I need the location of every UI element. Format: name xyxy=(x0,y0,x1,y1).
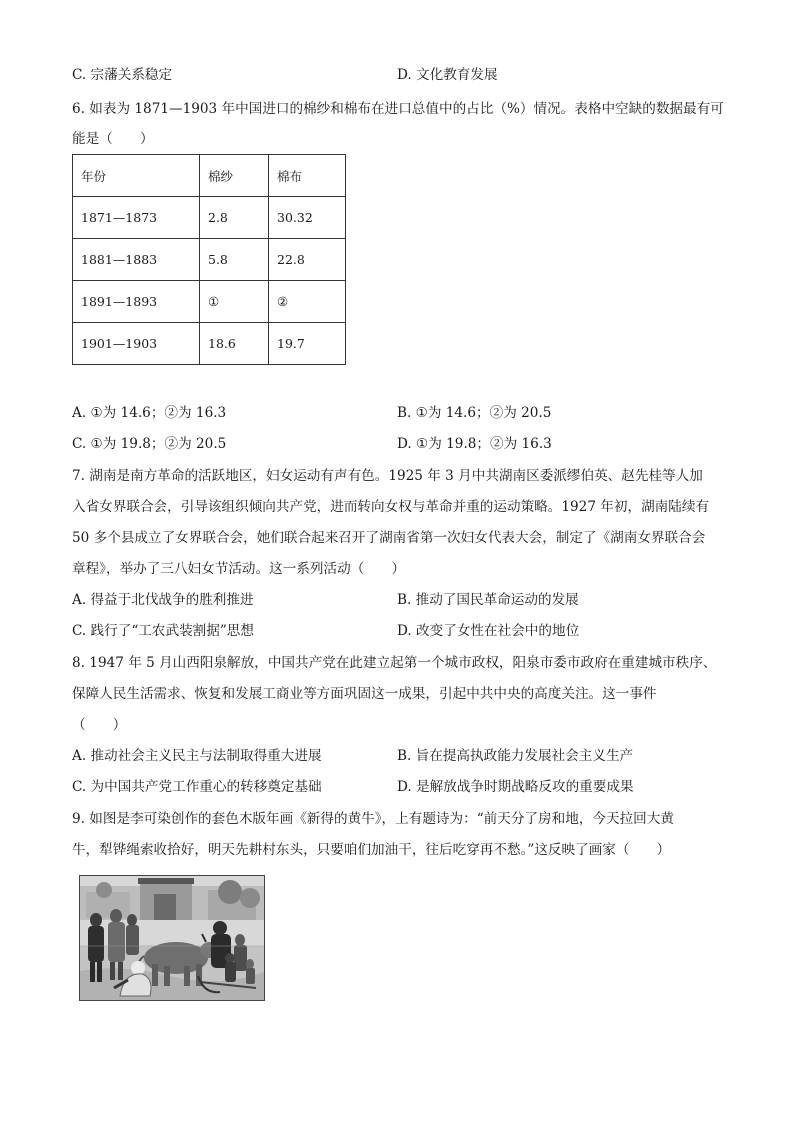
q7-option-d: D. 改变了女性在社会中的地位 xyxy=(397,623,580,639)
table-header-cell: 棉布 xyxy=(269,155,346,197)
table-row xyxy=(73,281,346,323)
table-cell: 18.6 xyxy=(200,323,269,365)
q8-option-d: D. 是解放战争时期战略反攻的重要成果 xyxy=(397,779,634,795)
q6-data-table xyxy=(72,154,346,365)
q9-stem-line-1: 9. 如图是李可染创作的套色木版年画《新得的黄牛》，上有题诗为：“前天分了房和地，今天拉回大黄 xyxy=(72,811,674,827)
q7-stem-line-2: 入省女界联合会，引导该组织倾向共产党，进而转向女权与革命并重的运动策略。1927 年初，湖南陆续有 xyxy=(72,499,710,515)
q7-stem-line-1: 7. 湖南是南方革命的活跃地区，妇女运动有声有色。1925 年 3 月中共湖南区委派缪伯英、赵先桂等人加 xyxy=(72,468,703,484)
q7-option-b: B. 推动了国民革命运动的发展 xyxy=(397,592,579,608)
table-cell: ① xyxy=(200,281,269,323)
table-cell: 30.32 xyxy=(269,197,346,239)
q5-option-d: D. 文化教育发展 xyxy=(397,67,498,83)
woodblock-painting-image xyxy=(79,875,265,1001)
table-cell: 1891—1893 xyxy=(73,281,200,323)
table-cell: 22.8 xyxy=(269,239,346,281)
q7-stem-line-3: 50 多个县成立了女界联合会，她们联合起来召开了湖南省第一次妇女代表大会，制定了《湖南女界联合会 xyxy=(72,530,706,546)
table-cell: 5.8 xyxy=(200,239,269,281)
table-cell: 2.8 xyxy=(200,197,269,239)
table-row xyxy=(73,323,346,365)
q6-option-c: C. ①为 19.8；②为 20.5 xyxy=(72,436,227,452)
table-cell: 1871—1873 xyxy=(73,197,200,239)
q8-option-b: B. 旨在提高执政能力发展社会主义生产 xyxy=(397,748,634,764)
table-header-cell: 年份 xyxy=(73,155,200,197)
q6-stem-line-2: 能是（ ） xyxy=(72,131,154,147)
table-cell: 19.7 xyxy=(269,323,346,365)
table-cell: ② xyxy=(269,281,346,323)
table-header-cell: 棉纱 xyxy=(200,155,269,197)
q6-stem-line-1: 6. 如表为 1871—1903 年中国进口的棉纱和棉布在进口总值中的占比（%）情况。表格中空缺的数据最有可 xyxy=(72,101,724,117)
table-cell: 1881—1883 xyxy=(73,239,200,281)
q8-option-c: C. 为中国共产党工作重心的转移奠定基础 xyxy=(72,779,322,795)
q5-option-c: C. 宗藩关系稳定 xyxy=(72,67,173,83)
q8-stem-line-3: （ ） xyxy=(72,717,127,733)
q8-option-a: A. 推动社会主义民主与法制取得重大进展 xyxy=(72,748,322,764)
table-row xyxy=(73,197,346,239)
q6-option-a: A. ①为 14.6；②为 16.3 xyxy=(72,405,227,421)
q8-stem-line-2: 保障人民生活需求、恢复和发展工商业等方面巩固这一成果，引起中共中央的高度关注。这一事件 xyxy=(72,686,657,702)
q6-option-d: D. ①为 19.8；②为 16.3 xyxy=(397,436,552,452)
table-cell: 1901—1903 xyxy=(73,323,200,365)
q6-option-b: B. ①为 14.6；②为 20.5 xyxy=(397,405,552,421)
table-header-row xyxy=(73,155,346,197)
q7-option-a: A. 得益于北伐战争的胜利推进 xyxy=(72,592,254,608)
q7-stem-line-4: 章程》，举办了三八妇女节活动。这一系列活动（ ） xyxy=(72,561,406,577)
table-row xyxy=(73,239,346,281)
q8-stem-line-1: 8. 1947 年 5 月山西阳泉解放，中国共产党在此建立起第一个城市政权，阳泉市委市政府在重建城市秩序、 xyxy=(72,655,717,671)
q7-option-c: C. 践行了“工农武装割据”思想 xyxy=(72,623,254,639)
q9-stem-line-2: 牛，犁铧绳索收拾好，明天先耕村东头，只要咱们加油干，往后吃穿再不愁。”这反映了画家（ ） xyxy=(72,842,671,858)
